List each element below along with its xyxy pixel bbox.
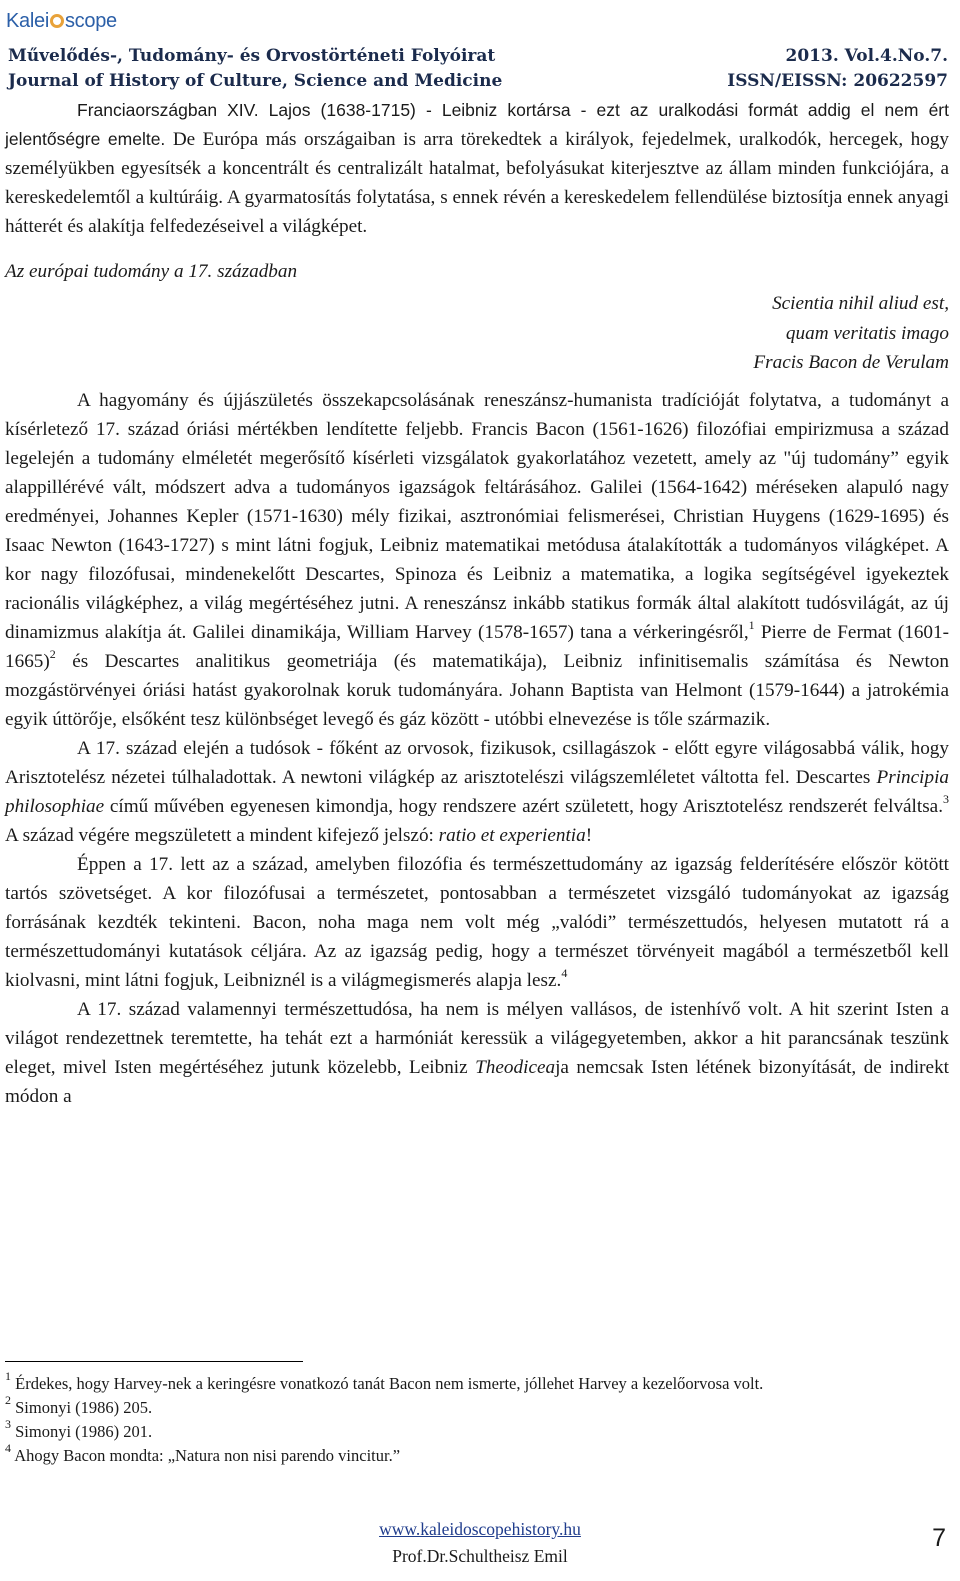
website-link[interactable]: www.kaleidoscopehistory.hu — [379, 1519, 581, 1539]
issue-info: 2013. Vol.4.No.7. — [785, 46, 948, 66]
footnote-ref-4[interactable]: 4 — [561, 965, 568, 980]
footnote-ref-3[interactable]: 3 — [943, 791, 949, 806]
epigraph-line-1: Scientia nihil aliud est, — [772, 293, 949, 314]
footnote-3: $^3$ Simonyi (1986) 201. — [5, 1417, 153, 1441]
journal-title-en: Journal of History of Culture, Science and Medicine — [8, 71, 503, 91]
footnote-ref-2[interactable]: 2 — [49, 646, 56, 661]
author-name: Prof.Dr.Schultheisz Emil — [392, 1546, 568, 1566]
issn-info: ISSN/EISSN: 20622597 — [727, 71, 948, 91]
footnote-ref-1[interactable]: 1 — [748, 617, 755, 632]
kaleidoscope-logo: Kalei scope — [6, 10, 117, 32]
paragraph-1: Franciaországban XIV. Lajos (1638-1715) - Leibniz kortársa - ezt az uralkodási formát addig el nem ért jelentőségre emelte. De Európa más országaiban is arra törekedtek a királyok, fejedelmek, uralkodók, hercegek, hogy személyükben egyesítsék a koncentrált és centralizált hatalmat, befolyásukat kiterjesztve az állam minden funkciójára, a kereskedelemtől a kultúráig. A gyarmatosítás folytatása, s ennek révén a kereskedelem fellendülése biztosítja ennek anyagi hátterét és alakítja felfedezéseivel a világképet. — [5, 100, 949, 237]
paragraph-4: Éppen a 17. lett az a század, amelyben filozófia és természettudomány az igazság felderítésére először kötött tartós szövetséget. A kor filozófusai a természetet, pontosabban a természetet vizsgáló tudományokat az igazság forrásának kezdték tekinteni. Bacon, noha maga nem volt még „valódi” természettudós, helyesen mutatott rá a természettudományi kutatások céljára. Az az igazság pedig, hogy a természet törvényeit magából a természetből kell kiolvasni, mint látni fogjuk, Leibniznél is a világmegismerés alapja lesz.$^4$ — [5, 853, 949, 991]
page-number: 7 — [932, 1524, 946, 1552]
article-body — [5, 96, 949, 1111]
footnote-2: $^2$ Simonyi (1986) 205. — [5, 1393, 153, 1417]
paragraph-3: A 17. század elején a tudósok - főként az orvosok, fizikusok, csillagászok - előtt egyre világosabbá válik, hogy Arisztotelész nézetei túlhaladottak. A newtoni világkép az arisztotelészi világszemléletet váltotta fel. Descartes Principia philosophiae című művében egyenesen kimondja, hogy rendszere azért született, hogy Arisztotelész rendszerét felváltsa.$^3$ A század végére megszületett a mindent kifejező jelszó: ratio et experientia! — [5, 737, 949, 846]
section-heading: Az európai tudomány a 17. században — [5, 261, 298, 282]
paragraph-2: A hagyomány és újjászületés összekapcsolásának reneszánsz-humanista tradícióját folytatva, a tudományt a kísérletező 17. század óriási mértékben lendítette feljebb. Francis Bacon (1561-1626) filozófiai empirizmusa a század legelején a tudomány elméletét megerősítő kísérleti vizsgálatok gyakorlatához vezetett, amely az "új tudomány” egyik alappillérévé vált, módszert adva a tudományos igazságok feltárásához. Galilei (1564-1642) méréseken alapuló nagy eredményei, Johannes Kepler (1571-1630) mély fizikai, asztronómiai felismerései, Christian Huygens (1629-1695) és Isaac Newton (1643-1727) s mint látni fogjuk, Leibniz matematikai metódusa átalakították a tudományos világképet. A kor nagy filozófusai, mindenekelőtt Descartes, Spinoza és Leibniz a matematika, a logika segítségével igyekeztek racionális világképhez, a világ megértéséhez jutni. A reneszánsz inkább statikus formák által alakított tudósvilágát, az új dinamizmus alakítja át. Galilei dinamikája, William Harvey (1578-1657) tana a vérkeringésről,$^1$ Pierre de Fermat (1601-1665)$^2$ és Descartes analitikus geometriája (és matematikája), Leibniz infinitisemalis számítása és Newton mozgástörvényei óriási hatást gyakorolnak koruk tudományára. Johann Baptista van Helmont (1579-1644) a jatrokémia egyik úttörője, elsőként tesz különbséget levegő és gáz között - utóbbi elnevezése is tőle származik. — [5, 389, 949, 730]
logo-ring-icon — [50, 14, 64, 28]
footnote-1: $^1$ Érdekes, hogy Harvey-nek a keringésre vonatkozó tanát Bacon nem ismerte, jóllehet Harvey a kezelőorvosa volt. — [5, 1369, 764, 1393]
epigraph — [5, 289, 949, 378]
journal-header — [0, 0, 960, 95]
footnote-4: $^4$ Ahogy Bacon mondta: „Natura non nisi parendo vincitur.” — [5, 1441, 401, 1465]
footnotes — [5, 1369, 949, 1468]
footnote-separator — [5, 1361, 303, 1362]
journal-title-hu: Művelődés-, Tudomány- és Orvostörténeti Folyóirat — [8, 46, 496, 66]
epigraph-line-2: quam veritatis imago — [785, 322, 949, 344]
paragraph-5: A 17. század valamennyi természettudósa, ha nem is mélyen vallásos, de istenhívő volt. A hit szerint Isten a világot rendezettnek teremtette, ha tehát ezt a harmóniát keressük a világegyetemben, akkor a hit parancsának teszünk eleget, mivel Isten megértéséhez jutunk közelebb, Leibniz Theodiceaja nemcsak Isten létének bizonyítását, de indirekt módon a — [5, 998, 950, 1107]
epigraph-author: Fracis Bacon de Verulam — [753, 352, 949, 373]
